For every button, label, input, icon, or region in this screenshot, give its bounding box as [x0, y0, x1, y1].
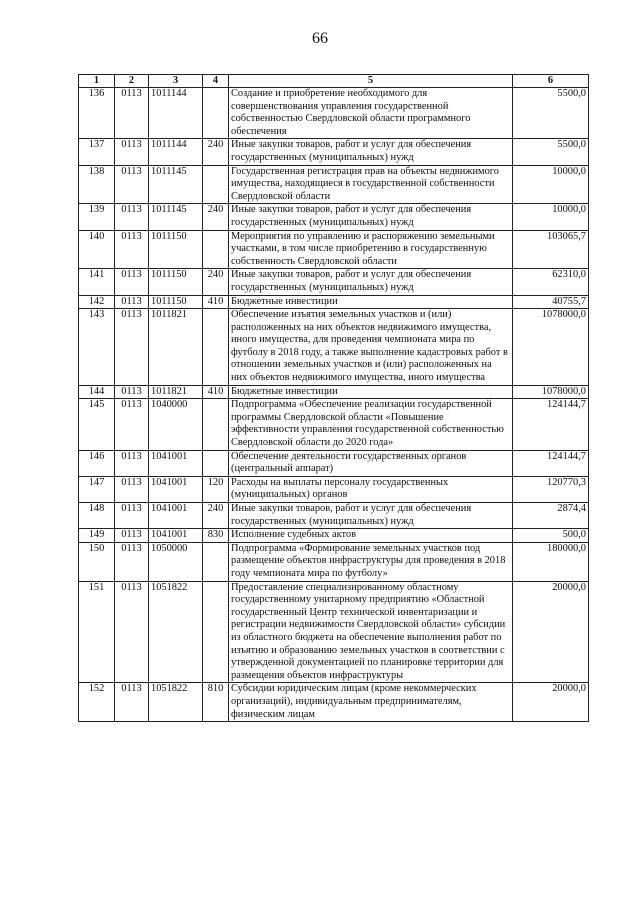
section-code-cell: 0113 — [115, 503, 149, 529]
section-code-cell: 0113 — [115, 269, 149, 295]
row-number-cell: 145 — [79, 399, 115, 450]
item-name-cell: Обеспечение деятельности государственных органов (центральный аппарат) — [229, 450, 513, 476]
header-cell: 3 — [149, 75, 203, 88]
target-code-cell: 1011150 — [149, 295, 203, 309]
row-number-cell: 142 — [79, 295, 115, 309]
header-cell: 1 — [79, 75, 115, 88]
expense-type-cell: 240 — [203, 503, 229, 529]
amount-cell: 124144,7 — [513, 399, 589, 450]
amount-cell: 1078000,0 — [513, 385, 589, 399]
amount-cell: 10000,0 — [513, 165, 589, 204]
item-name-cell: Создание и приобретение необходимого для совершенствования управления государственной собственностью Свердловской области программного обеспечения — [229, 88, 513, 139]
expense-type-cell — [203, 542, 229, 581]
target-code-cell: 1011150 — [149, 230, 203, 269]
row-number-cell: 148 — [79, 503, 115, 529]
amount-cell: 103065,7 — [513, 230, 589, 269]
row-number-cell: 144 — [79, 385, 115, 399]
expense-type-cell: 410 — [203, 385, 229, 399]
amount-cell: 10000,0 — [513, 204, 589, 230]
section-code-cell: 0113 — [115, 295, 149, 309]
table-row — [79, 450, 589, 476]
expense-type-cell — [203, 450, 229, 476]
item-name-cell: Расходы на выплаты персоналу государственных (муниципальных) органов — [229, 476, 513, 502]
section-code-cell: 0113 — [115, 542, 149, 581]
section-code-cell: 0113 — [115, 139, 149, 165]
item-name-cell: Обеспечение изъятия земельных участков и (или) расположенных на них объектов недвижимого имущества, иного имущества, для проведения чемпионата мира по футболу в 2018 году, а также выполнение кадастровых работ в отношении земельных участков и (или) расположенных на них объектов недвижимого имущества, иного имущества — [229, 309, 513, 386]
amount-cell: 5500,0 — [513, 139, 589, 165]
item-name-cell: Подпрограмма «Обеспечение реализации государственной программы Свердловской области «Повышение эффективности управления государственной собственностью Свердловской области до 2020 года» — [229, 399, 513, 450]
item-name-cell: Иные закупки товаров, работ и услуг для обеспечения государственных (муниципальных) нужд — [229, 269, 513, 295]
header-cell: 2 — [115, 75, 149, 88]
table-row — [79, 139, 589, 165]
table-row — [79, 88, 589, 139]
table-row — [79, 399, 589, 450]
table-row — [79, 476, 589, 502]
table-row — [79, 683, 589, 722]
amount-cell: 120770,3 — [513, 476, 589, 502]
expense-type-cell: 810 — [203, 683, 229, 722]
expense-type-cell: 120 — [203, 476, 229, 502]
item-name-cell: Подпрограмма «Формирование земельных участков под размещение объектов инфраструктуры для проведения в 2018 году чемпионата мира по футболу» — [229, 542, 513, 581]
target-code-cell: 1051822 — [149, 683, 203, 722]
amount-cell: 124144,7 — [513, 450, 589, 476]
amount-cell: 2874,4 — [513, 503, 589, 529]
table-row — [79, 309, 589, 386]
target-code-cell: 1041001 — [149, 476, 203, 502]
expense-type-cell: 240 — [203, 269, 229, 295]
item-name-cell: Бюджетные инвестиции — [229, 385, 513, 399]
header-cell: 6 — [513, 75, 589, 88]
row-number-cell: 143 — [79, 309, 115, 386]
section-code-cell: 0113 — [115, 204, 149, 230]
item-name-cell: Предоставление специализированному областному государственному унитарному предприятию «Областной государственный Центр технической инвентаризации и регистрации недвижимости Свердловской области» субсидии из областного бюджета на обеспечение выполнения работ по изъятию и образованию земельных участков в соответствии с утвержденной документацией по планировке территории для размещения объектов инфраструктуры — [229, 581, 513, 683]
amount-cell: 500,0 — [513, 529, 589, 543]
table-row — [79, 542, 589, 581]
amount-cell: 20000,0 — [513, 683, 589, 722]
table-row — [79, 529, 589, 543]
expense-type-cell: 240 — [203, 139, 229, 165]
item-name-cell: Бюджетные инвестиции — [229, 295, 513, 309]
target-code-cell: 1011150 — [149, 269, 203, 295]
expense-type-cell — [203, 399, 229, 450]
amount-cell: 20000,0 — [513, 581, 589, 683]
section-code-cell: 0113 — [115, 476, 149, 502]
target-code-cell: 1011145 — [149, 204, 203, 230]
table-header-row — [79, 75, 589, 88]
section-code-cell: 0113 — [115, 88, 149, 139]
item-name-cell: Субсидии юридическим лицам (кроме некоммерческих организаций), индивидуальным предпринимателям, физическим лицам — [229, 683, 513, 722]
amount-cell: 1078000,0 — [513, 309, 589, 386]
amount-cell: 180000,0 — [513, 542, 589, 581]
header-cell: 5 — [229, 75, 513, 88]
amount-cell: 62310,0 — [513, 269, 589, 295]
target-code-cell: 1011821 — [149, 309, 203, 386]
row-number-cell: 137 — [79, 139, 115, 165]
expense-type-cell: 240 — [203, 204, 229, 230]
target-code-cell: 1011821 — [149, 385, 203, 399]
table-row — [79, 230, 589, 269]
table-row — [79, 204, 589, 230]
target-code-cell: 1011144 — [149, 139, 203, 165]
expense-type-cell — [203, 581, 229, 683]
section-code-cell: 0113 — [115, 309, 149, 386]
section-code-cell: 0113 — [115, 450, 149, 476]
expense-type-cell: 410 — [203, 295, 229, 309]
expense-type-cell — [203, 88, 229, 139]
target-code-cell: 1040000 — [149, 399, 203, 450]
row-number-cell: 139 — [79, 204, 115, 230]
table-row — [79, 165, 589, 204]
target-code-cell: 1051822 — [149, 581, 203, 683]
row-number-cell: 150 — [79, 542, 115, 581]
section-code-cell: 0113 — [115, 581, 149, 683]
section-code-cell: 0113 — [115, 385, 149, 399]
amount-cell: 5500,0 — [513, 88, 589, 139]
row-number-cell: 149 — [79, 529, 115, 543]
target-code-cell: 1041001 — [149, 529, 203, 543]
expense-type-cell: 830 — [203, 529, 229, 543]
section-code-cell: 0113 — [115, 230, 149, 269]
row-number-cell: 141 — [79, 269, 115, 295]
target-code-cell: 1011144 — [149, 88, 203, 139]
budget-table — [78, 74, 589, 722]
table-row — [79, 269, 589, 295]
amount-cell: 40755,7 — [513, 295, 589, 309]
target-code-cell: 1050000 — [149, 542, 203, 581]
target-code-cell: 1011145 — [149, 165, 203, 204]
section-code-cell: 0113 — [115, 529, 149, 543]
table-row — [79, 385, 589, 399]
expense-type-cell — [203, 165, 229, 204]
row-number-cell: 151 — [79, 581, 115, 683]
section-code-cell: 0113 — [115, 165, 149, 204]
item-name-cell: Мероприятия по управлению и распоряжению земельными участками, в том числе приобретению в государственную собственность Свердловской области — [229, 230, 513, 269]
table-row — [79, 503, 589, 529]
table-row — [79, 581, 589, 683]
target-code-cell: 1041001 — [149, 503, 203, 529]
item-name-cell: Иные закупки товаров, работ и услуг для обеспечения государственных (муниципальных) нужд — [229, 204, 513, 230]
item-name-cell: Иные закупки товаров, работ и услуг для обеспечения государственных (муниципальных) нужд — [229, 139, 513, 165]
row-number-cell: 138 — [79, 165, 115, 204]
row-number-cell: 136 — [79, 88, 115, 139]
row-number-cell: 147 — [79, 476, 115, 502]
row-number-cell: 152 — [79, 683, 115, 722]
row-number-cell: 140 — [79, 230, 115, 269]
item-name-cell: Исполнение судебных актов — [229, 529, 513, 543]
item-name-cell: Государственная регистрация прав на объекты недвижимого имущества, находящиеся в государственной собственности Свердловской области — [229, 165, 513, 204]
table-row — [79, 295, 589, 309]
target-code-cell: 1041001 — [149, 450, 203, 476]
expense-type-cell — [203, 230, 229, 269]
page-number: 66 — [312, 30, 328, 47]
item-name-cell: Иные закупки товаров, работ и услуг для обеспечения государственных (муниципальных) нужд — [229, 503, 513, 529]
expense-type-cell — [203, 309, 229, 386]
section-code-cell: 0113 — [115, 683, 149, 722]
section-code-cell: 0113 — [115, 399, 149, 450]
row-number-cell: 146 — [79, 450, 115, 476]
header-cell: 4 — [203, 75, 229, 88]
